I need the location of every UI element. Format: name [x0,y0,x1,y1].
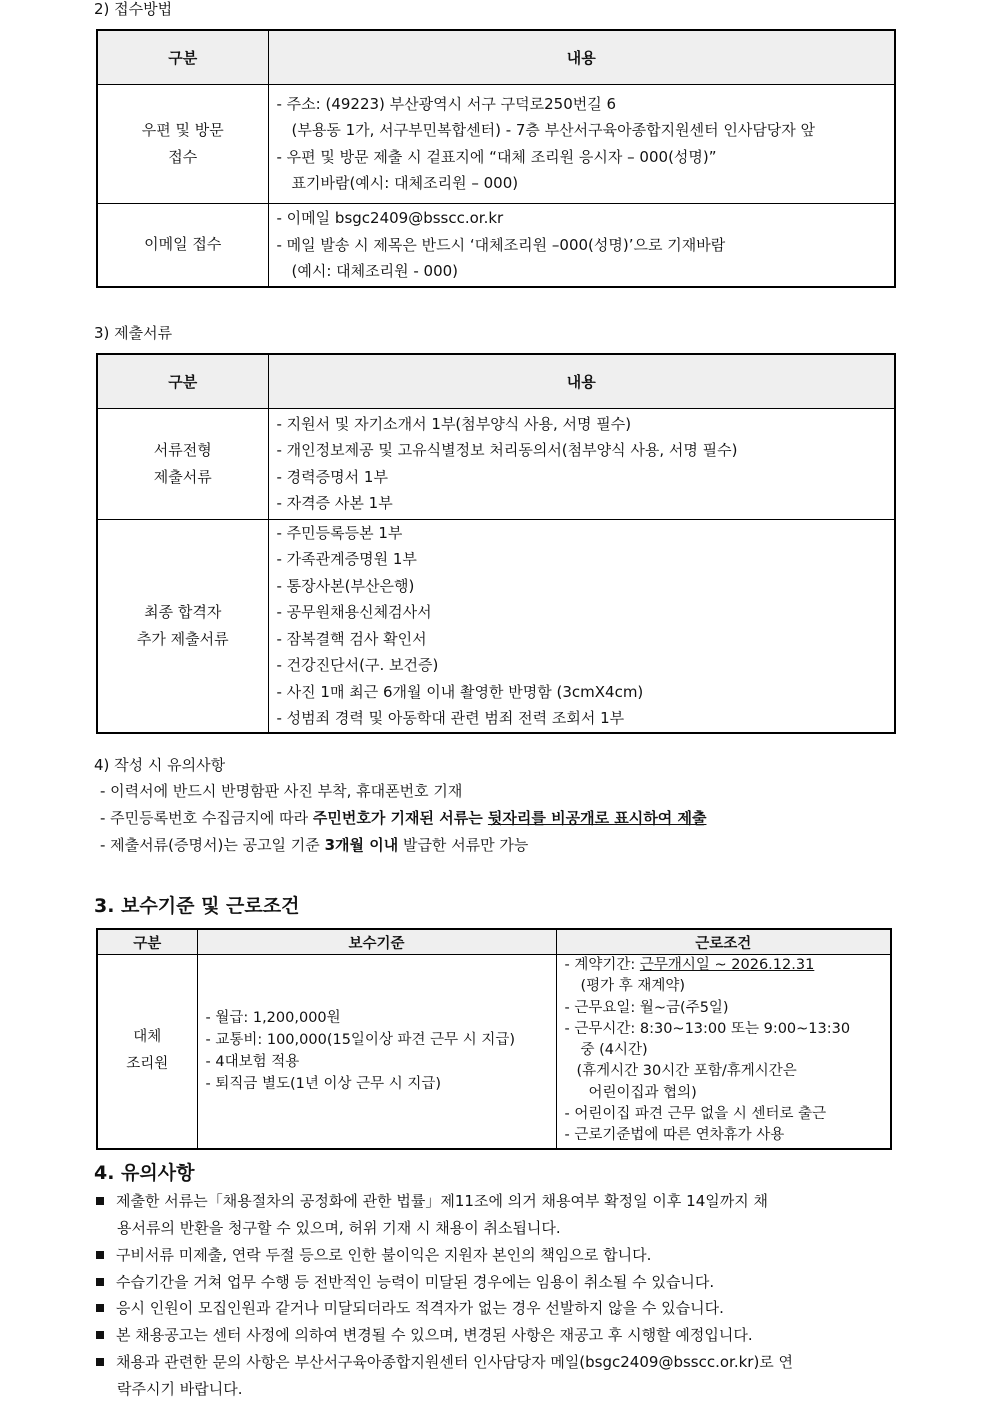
list-item: 수습기간을 거쳐 업무 수행 등 전반적인 능력이 미달된 경우에는 임용이 취소될 수 있습니다. [96,1269,896,1296]
square-bullet-icon [96,1304,104,1312]
table-row [97,955,891,1149]
writing-note: - 제출서류(증명서)는 공고일 기준 3개월 이내 발급한 서류만 가능 [100,836,529,854]
writing-notes-heading: 4) 작성 시 유의사항 [94,756,226,774]
column-header-pay: 보수기준 [197,929,556,955]
row-category: 대체 조리원 [97,955,197,1149]
row-category: 이메일 접수 [97,203,268,287]
row-content: - 이메일 bsgc2409@bsscc.or.kr - 메일 발송 시 제목은 반드시 ‘대체조리원 –000(성명)’으로 기재바람 (예시: 대체조리원 - 000) [268,203,895,287]
documents-heading: 3) 제출서류 [94,324,173,342]
square-bullet-icon [96,1331,104,1339]
square-bullet-icon [96,1197,104,1205]
square-bullet-icon [96,1251,104,1259]
list-item: 제출한 서류는「채용절차의 공정화에 관한 법률」제11조에 의거 채용여부 확정일 이후 14일까지 채 용서류의 반환을 청구할 수 있으며, 허위 기재 시 채용이 취소됩니다. [96,1188,896,1242]
table-row [97,408,895,519]
row-category: 최종 합격자 추가 제출서류 [97,519,268,733]
list-item: 본 채용공고는 센터 사정에 의하여 변경될 수 있으며, 변경된 사항은 재공고 후 시행할 예정입니다. [96,1322,896,1349]
column-header-category: 구분 [97,929,197,955]
column-header-category: 구분 [97,354,268,408]
pay-conditions-table [96,928,892,1150]
submission-method-table [96,29,896,288]
square-bullet-icon [96,1278,104,1286]
list-item: 구비서류 미제출, 연락 두절 등으로 인한 불이익은 지원자 본인의 책임으로 합니다. [96,1242,896,1269]
pay-standard: - 월급: 1,200,000원 - 교통비: 100,000(15일이상 파견 근무 시 지급) - 4대보험 적용 - 퇴직금 별도(1년 이상 근무 시 지급) [197,955,556,1149]
row-content: - 주민등록등본 1부 - 가족관계증명원 1부 - 통장사본(부산은행) - 공무원채용신체검사서 - 잠복결핵 검사 확인서 - 건강진단서(구. 보건증) - 사진 1매 최근 6개월 이내 촬영한 반명함 (3cmX4cm) - 성범죄 경력 및 아동학대 관련 범죄 전력 조회서 1부 [268,519,895,733]
column-header-content: 내용 [268,354,895,408]
square-bullet-icon [96,1358,104,1366]
contract-period: 근무개시일 ~ 2026.12.31 [639,957,815,973]
notes-heading: 4. 유의사항 [94,1162,195,1184]
writing-note: - 주민등록번호 수집금지에 따라 주민번호가 기재된 서류는 뒷자리를 비공개로 표시하여 제출 [100,809,707,827]
submission-method-heading: 2) 접수방법 [94,0,173,18]
writing-note: - 이력서에 반드시 반명함판 사진 부착, 휴대폰번호 기재 [100,782,463,800]
table-row [97,519,895,733]
row-category: 서류전형 제출서류 [97,408,268,519]
table-row [97,203,895,287]
list-item: 채용과 관련한 문의 사항은 부산서구육아종합지원센터 인사담당자 메일(bsgc2409@bsscc.or.kr)로 연 락주시기 바랍니다. [96,1349,896,1403]
column-header-content: 내용 [268,30,895,84]
pay-conditions-heading: 3. 보수기준 및 근로조건 [94,895,300,917]
table-row [97,84,895,203]
documents-table [96,353,896,734]
column-header-conditions: 근로조건 [556,929,891,955]
row-content: - 주소: (49223) 부산광역시 서구 구덕로250번길 6 (부용동 1가, 서구부민복합센터) - 7층 부산서구육아종합지원센터 인사담당자 앞 - 우편 및 방문 제출 시 겉표지에 “대체 조리원 응시자 – 000(성명)” 표기바람(예시: 대체조리원 – 000) [268,84,895,203]
column-header-category: 구분 [97,30,268,84]
row-category: 우편 및 방문 접수 [97,84,268,203]
row-content: - 지원서 및 자기소개서 1부(첨부양식 사용, 서명 필수) - 개인정보제공 및 고유식별정보 처리동의서(첨부양식 사용, 서명 필수) - 경력증명서 1부 - 자격증 사본 1부 [268,408,895,519]
list-item: 응시 인원이 모집인원과 같거나 미달되더라도 적격자가 없는 경우 선발하지 않을 수 있습니다. [96,1295,896,1322]
working-conditions: - 계약기간: 근무개시일 ~ 2026.12.31 (평가 후 재계약) - 근무요일: 월~금(주5일) - 근무시간: 8:30~13:00 또는 9:00~13:30 중 (4시간) (휴게시간 30시간 포함/휴게시간은 어린이집과 협의) - 어린이집 파견 근무 없을 시 센터로 출근 - 근로기준법에 따른 연차휴가 사용 [556,955,891,1149]
